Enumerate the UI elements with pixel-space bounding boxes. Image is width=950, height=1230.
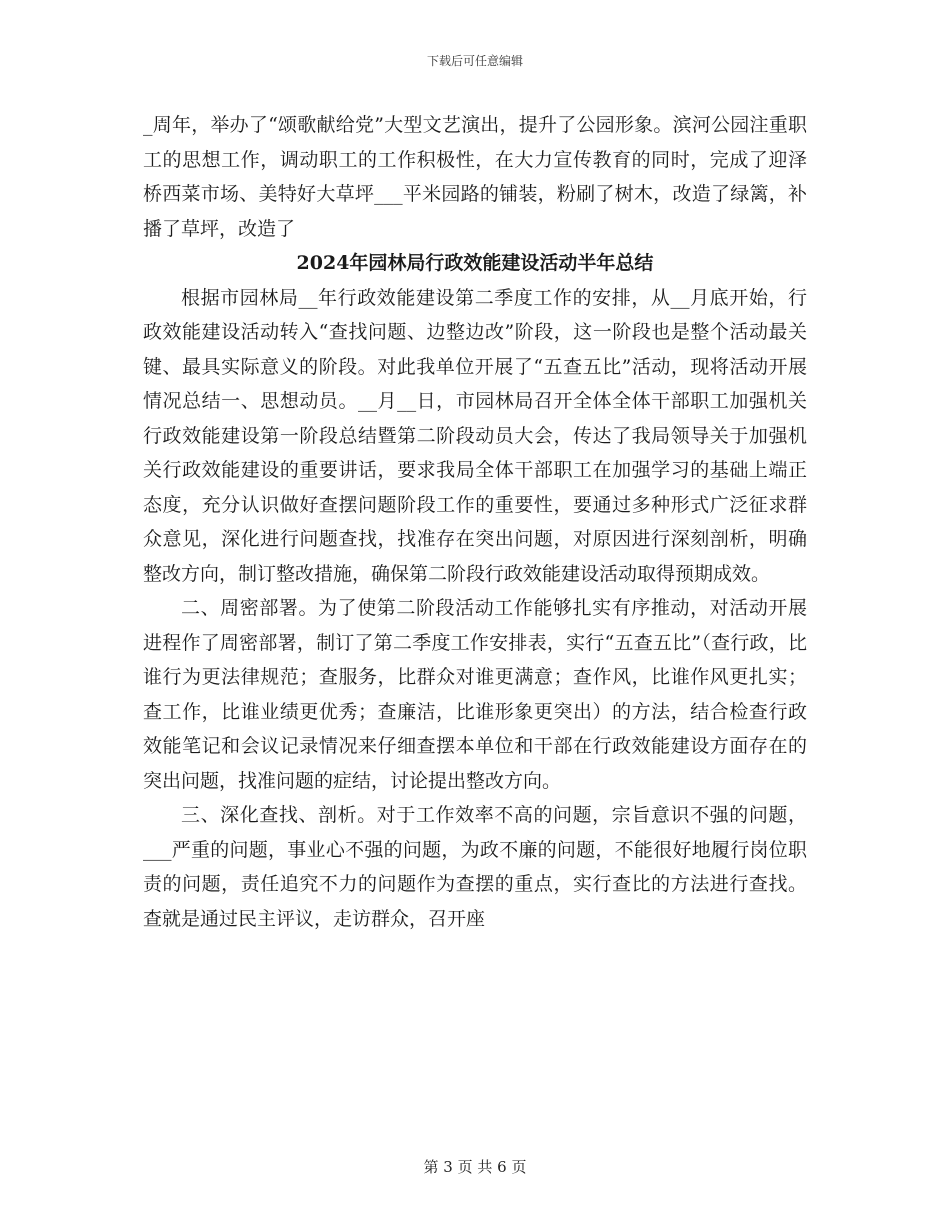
paragraph-1: 根据市园林局__年行政效能建设第二季度工作的安排，从__月底开始，行政效能建设活动转入“查找问题、边整边改”阶段，这一阶段也是整个活动最关键、最具实际意义的阶段。对此我单位开展了“五查五比”活动，现将活动开展情况总结一、思想动员。__月__日，市园林局召开全体全体干部职工加强机关行政效能建设第一阶段总结暨第二阶段动员大会，传达了我局领导关于加强机关行政效能建设的重要讲话，要求我局全体干部职工在加强学习的基础上端正态度，充分认识做好查摆问题阶段工作的重要性，要通过多种形式广泛征求群众意见，深化进行问题查找，找准存在突出问题，对原因进行深刻剖析，明确整改方向，制订整改措施，确保第二阶段行政效能建设活动取得预期成效。 bbox=[143, 286, 807, 585]
paragraph-2: 二、周密部署。为了使第二阶段活动工作能够扎实有序推动，对活动开展进程作了周密部署，制订了第二季度工作安排表，实行“五查五比”（查行政，比谁行为更法律规范；查服务，比群众对谁更满意；查作风，比谁作风更扎实；查工作，比谁业绩更优秀；查廉洁，比谁形象更突出）的方法，结合检查行政效能笔记和会议记录情况来仔细查摆本单位和干部在行政效能建设方面存在的突出问题，找准问题的症结，讨论提出整改方向。 bbox=[143, 597, 807, 792]
paragraph-3: 三、深化查找、剖析。对于工作效率不高的问题，宗旨意识不强的问题，___严重的问题，事业心不强的问题，为政不廉的问题，不能很好地履行岗位职责的问题，责任追究不力的问题作为查摆的重点，实行查比的方法进行查找。查就是通过民主评议，走访群众，召开座 bbox=[143, 804, 807, 930]
intro-paragraph: _周年，举办了“颂歌献给党”大型文艺演出，提升了公园形象。滨河公园注重职工的思想工作，调动职工的工作积极性，在大力宣传教育的同时，完成了迎泽桥西菜市场、美特好大草坪___平米园路的铺装，粉刷了树木，改造了绿篱，补播了草坪，改造了 bbox=[143, 114, 807, 240]
page-header: 下载后可任意编辑 bbox=[426, 54, 523, 68]
document-title: 2024年园林局行政效能建设活动半年总结 bbox=[296, 252, 654, 274]
page-number: 第 3 页 共 6 页 bbox=[423, 1158, 527, 1176]
document-body bbox=[143, 108, 807, 936]
